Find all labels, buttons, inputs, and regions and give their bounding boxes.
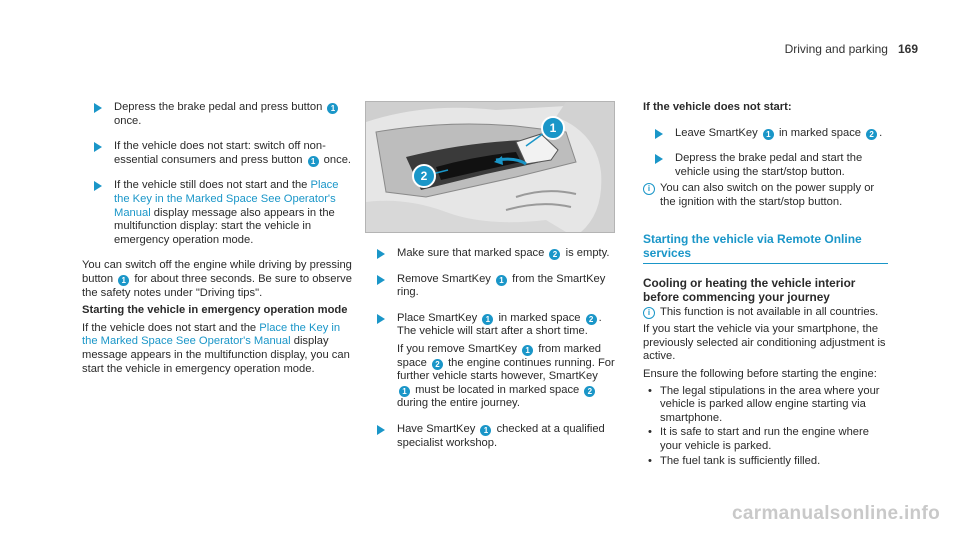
marker-2-icon: 2 [866,129,877,140]
right-column [643,101,888,469]
requirements-list [643,385,888,469]
marker-2-icon: 2 [432,359,443,370]
ensure-paragraph: Ensure the following before starting the engine: [643,367,877,380]
message-link[interactable]: Place the Key in the Marked Space See Operator's Manual [114,179,339,219]
step-arrow-icon [94,103,102,113]
figure-marker-1: 1 [549,121,557,135]
page-number: 169 [897,42,918,56]
list-item: • The legal stipulations in the area where your vehicle is parked allow engine starting via smartphone. [643,385,888,426]
smartkey-illustration [366,102,614,232]
watermark: carmanualsonline.info [732,503,940,524]
left-column [82,101,352,380]
step-remove-smartkey: Remove SmartKey 1 from the SmartKey ring. [365,273,615,300]
cooling-heating-heading: Cooling or heating the vehicle interior before commencing your journey [643,275,856,304]
marker-1-icon: 1 [496,275,507,286]
marker-2-icon: 2 [549,249,560,260]
step-leave-smartkey: Leave SmartKey 1 in marked space 2 . [643,127,888,141]
step-arrow-icon [655,129,663,139]
smartkey-figure [365,101,615,233]
step-place-smartkey: Place SmartKey 1 in marked space 2 . The vehicle will start after a short time. If you remove SmartKey 1 from marked space 2 the engine continues running. For further vehicle starts however, SmartKey 1 must be located in marked space 2 during the entire journey. [365,312,615,411]
list-item: • It is safe to start and run the engine where your vehicle is parked. [643,426,888,453]
marker-1-icon: 1 [327,103,338,114]
emergency-heading: Starting the vehicle in emergency operation mode [82,304,348,317]
note-availability: i This function is not available in all countries. [643,306,888,320]
remote-online-section-title: Starting the vehicle via Remote Online services [643,232,888,264]
emergency-paragraph: If the vehicle does not start and the Place the Key in the Marked Space See Operator's Manual display message appears in the multifunction display, you can start the vehicle in emergency operation mode. [82,321,350,375]
step-arrow-icon [377,425,385,435]
marker-1-icon: 1 [399,386,410,397]
marker-2-icon: 2 [584,386,595,397]
step-arrow-icon [377,249,385,259]
note-power-supply: i You can also switch on the power supply or the ignition with the start/stop button. [643,182,888,209]
not-start-heading: If the vehicle does not start: [643,101,792,113]
smartphone-paragraph: If you start the vehicle via your smartphone, the previously selected air conditioning adjustment is active. [643,323,886,363]
step-arrow-icon [377,314,385,324]
marker-1-icon: 1 [763,129,774,140]
step-arrow-icon [94,142,102,152]
step-arrow-icon [655,154,663,164]
header-section: Driving and parking [784,42,888,56]
marker-1-icon: 1 [118,275,129,286]
step-check-space: Make sure that marked space 2 is empty. [365,247,615,261]
step-emergency-mode: If the vehicle still does not start and the Place the Key in the Marked Space See Operator's Manual display message also appears in the multifunction display: start the vehicle in emergency operation mode. [82,179,352,247]
marker-1-icon: 1 [482,314,493,325]
list-item: • The fuel tank is sufficiently filled. [643,455,888,469]
step-workshop-check: Have SmartKey 1 checked at a qualified specialist workshop. [365,423,615,450]
step-switch-off-consumers: If the vehicle does not start: switch off non-essential consumers and press button 1 once. [82,140,352,167]
switch-off-paragraph: You can switch off the engine while driving by pressing button 1 for about three seconds. Be sure to observe the safety notes under "Driving tips". [82,259,352,299]
info-icon: i [643,307,655,319]
marker-1-icon: 1 [480,425,491,436]
step-arrow-icon [94,181,102,191]
middle-column [365,101,615,462]
marker-2-icon: 2 [586,314,597,325]
step-press-button: Depress the brake pedal and press button 1 once. [82,101,352,128]
marker-1-icon: 1 [308,156,319,167]
step-start-button: Depress the brake pedal and start the vehicle using the start/stop button. [643,152,888,179]
message-link[interactable]: Place the Key in the Marked Space See Operator's Manual [82,321,341,348]
figure-marker-2: 2 [420,169,428,183]
step-arrow-icon [377,275,385,285]
marker-1-icon: 1 [522,345,533,356]
info-icon: i [643,183,655,195]
running-header [785,42,918,56]
